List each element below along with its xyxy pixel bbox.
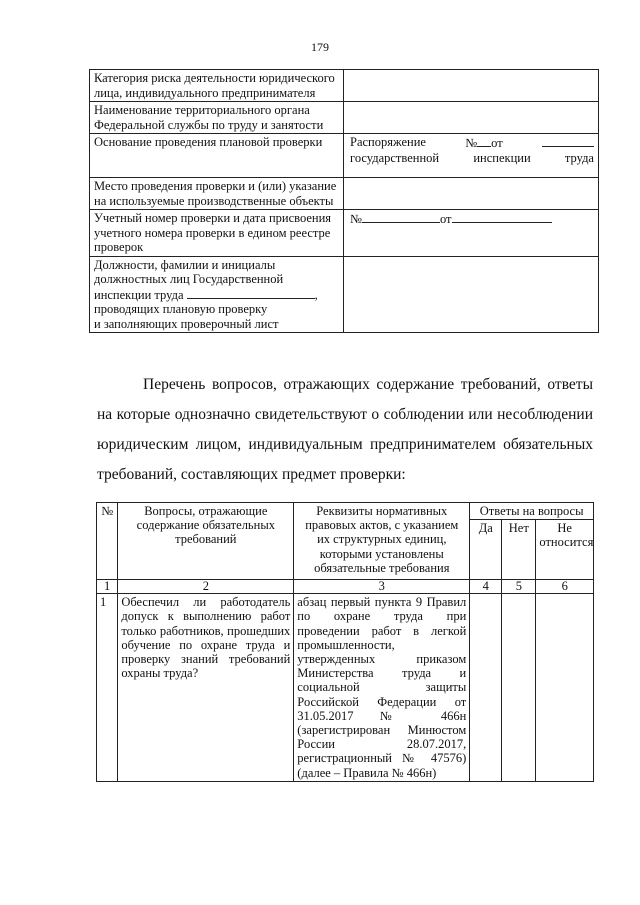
basis-from-label: от <box>491 136 503 150</box>
inspection-info-table <box>89 69 599 333</box>
info-row-basis <box>90 134 599 178</box>
info-row-location <box>90 178 599 210</box>
column-number: 3 <box>294 580 470 594</box>
reg-number-sign: № <box>350 212 362 226</box>
basis-word-inspection: инспекции <box>473 150 531 165</box>
basis-date-blank[interactable] <box>542 135 594 147</box>
basis-number-blank[interactable] <box>477 135 491 147</box>
row-requisites: абзац первый пункта 9 Правил по охране труда при проведении работ в легкой промышленности, утвержденных приказом Министерства труда и социальной защиты Российской Федерации от 31.05.2017 № 466н (зарегистрирован Минюстом России 28.07.2017, регистрационный № 47576) (далее – Правила № 466н) <box>294 594 470 782</box>
header-row <box>97 503 594 520</box>
column-number-row <box>97 580 594 594</box>
row-question: Обеспечил ли работодатель допуск к выполнению работ только работников, прошедших обучение по охране труда и проверку знаний требований охраны труда? <box>118 594 294 782</box>
info-label: Категория риска деятельности юридического лица, индивидуального предпринимателя <box>90 70 344 102</box>
table-row <box>97 594 594 782</box>
answer-no-cell[interactable] <box>502 594 536 782</box>
info-value-field[interactable] <box>344 70 599 102</box>
header-requisites: Реквизиты нормативных правовых актов, с указанием их структурных единиц, которыми установлены обязательные требования <box>294 503 470 580</box>
answer-yes-cell[interactable] <box>470 594 502 782</box>
basis-word-state: государственной <box>350 150 440 165</box>
officials-blank[interactable] <box>187 287 315 299</box>
intro-paragraph <box>97 370 593 490</box>
header-not-applicable: Не относится <box>536 520 594 580</box>
column-number: 2 <box>118 580 294 594</box>
questions-table <box>96 502 594 782</box>
info-value-field[interactable] <box>344 134 599 178</box>
info-value-field[interactable] <box>344 178 599 210</box>
basis-word-labor: труда <box>564 150 594 165</box>
info-row-registration-number <box>90 210 599 257</box>
header-question: Вопросы, отражающие содержание обязательных требований <box>118 503 294 580</box>
reg-from-label: от <box>439 212 452 226</box>
info-label <box>90 256 344 333</box>
column-number: 6 <box>536 580 594 594</box>
officials-line: инспекции труда <box>94 287 184 302</box>
officials-line: должностных лиц Государственной <box>94 272 284 286</box>
header-yes: Да <box>470 520 502 580</box>
info-label: Основание проведения плановой проверки <box>90 134 344 178</box>
info-label: Наименование территориального органа Федеральной службы по труду и занятости <box>90 102 344 134</box>
info-row-officials <box>90 256 599 333</box>
header-answers: Ответы на вопросы <box>470 503 594 520</box>
reg-number-blank[interactable] <box>362 211 440 223</box>
info-value-field[interactable] <box>344 102 599 134</box>
page-number: 179 <box>311 40 329 54</box>
answer-na-cell[interactable] <box>536 594 594 782</box>
officials-comma: , <box>314 287 318 302</box>
column-number: 1 <box>97 580 118 594</box>
info-label: Учетный номер проверки и дата присвоения учетного номера проверки в едином реестре проверок <box>90 210 344 257</box>
info-value-field[interactable] <box>344 210 599 257</box>
officials-line: Должности, фамилии и инициалы <box>94 257 276 272</box>
intro-text: Перечень вопросов, отражающих содержание требований, ответы на которые однозначно свидетельствуют о соблюдении или несоблюдении юридическим лицом, индивидуальным предпринимателем обязательных требований, составляющих предмет проверки: <box>97 376 593 483</box>
column-number: 5 <box>502 580 536 594</box>
basis-number-sign: № <box>465 136 478 150</box>
column-number: 4 <box>470 580 502 594</box>
officials-line: и заполняющих проверочный лист <box>94 316 279 331</box>
info-label: Место проведения проверки и (или) указание на используемые производственные объекты <box>90 178 344 210</box>
row-number: 1 <box>97 594 118 782</box>
info-row-risk-category <box>90 70 599 102</box>
reg-date-blank[interactable] <box>452 211 552 223</box>
info-value-field[interactable] <box>344 256 599 333</box>
info-row-territorial-body <box>90 102 599 134</box>
header-no: Нет <box>502 520 536 580</box>
officials-line: проводящих плановую проверку <box>94 302 268 316</box>
basis-order-label: Распоряжение <box>350 135 426 149</box>
header-num: № <box>97 503 118 580</box>
